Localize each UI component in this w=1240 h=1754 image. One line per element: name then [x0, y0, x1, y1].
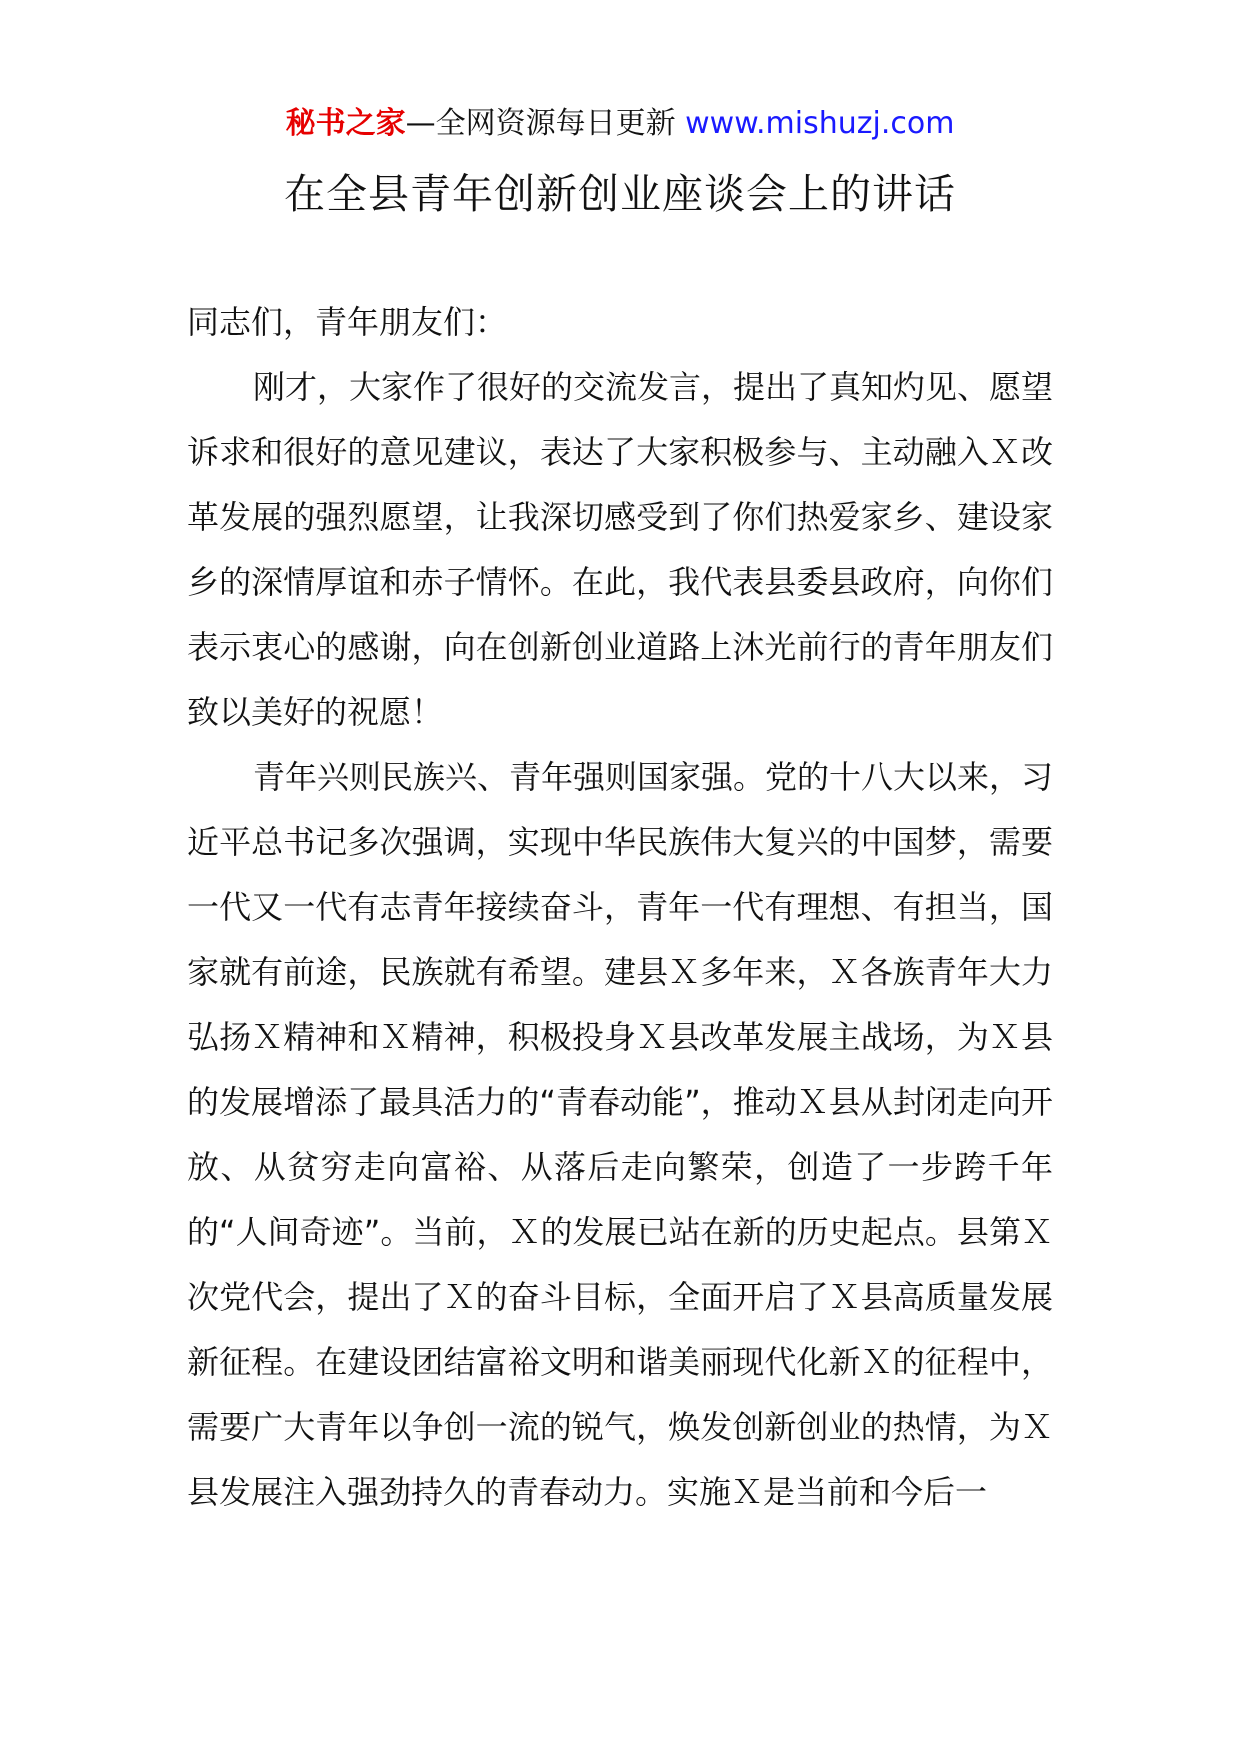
paragraph: 青年兴则民族兴、青年强则国家强。党的十八大以来，习近平总书记多次强调，实现中华民族伟大复兴的中国梦，需要一代又一代有志青年接续奋斗，青年一代有理想、有担当，国家就有前途，民族就有希望。建县Ｘ多年来，Ｘ各族青年大力弘扬Ｘ精神和Ｘ精神，积极投身Ｘ县改革发展主战场，为Ｘ县的发展增添了最具活力的“青春动能”，推动Ｘ县从封闭走向开放、从贫穷走向富裕、从落后走向繁荣，创造了一步跨千年的“人间奇迹”。当前，Ｘ的发展已站在新的历史起点。县第Ｘ次党代会，提出了Ｘ的奋斗目标，全面开启了Ｘ县高质量发展新征程。在建设团结富裕文明和谐美丽现代化新Ｘ的征程中，需要广大青年以争创一流的锐气，焕发创新创业的热情，为Ｘ县发展注入强劲持久的青春动力。实施Ｘ是当前和今后一	[187, 758, 1054, 1511]
site-header	[0, 104, 1240, 144]
salutation: 同志们，青年朋友们：	[187, 303, 508, 341]
document-title: 在全县青年创新创业座谈会上的讲话	[284, 170, 956, 218]
site-url-link[interactable]: www.mishuzj.com	[685, 106, 955, 141]
header-tagline: —全网资源每日更新	[405, 106, 686, 141]
paragraph: 刚才，大家作了很好的交流发言，提出了真知灼见、愿望诉求和很好的意见建议，表达了大家积极参与、主动融入Ｘ改革发展的强烈愿望，让我深切感受到了你们热爱家乡、建设家乡的深情厚谊和赤子情怀。在此，我代表县委县政府，向你们表示衷心的感谢，向在创新创业道路上沐光前行的青年朋友们致以美好的祝愿！	[187, 368, 1054, 731]
brand-name: 秘书之家	[285, 106, 406, 141]
document-body	[187, 290, 1053, 1525]
